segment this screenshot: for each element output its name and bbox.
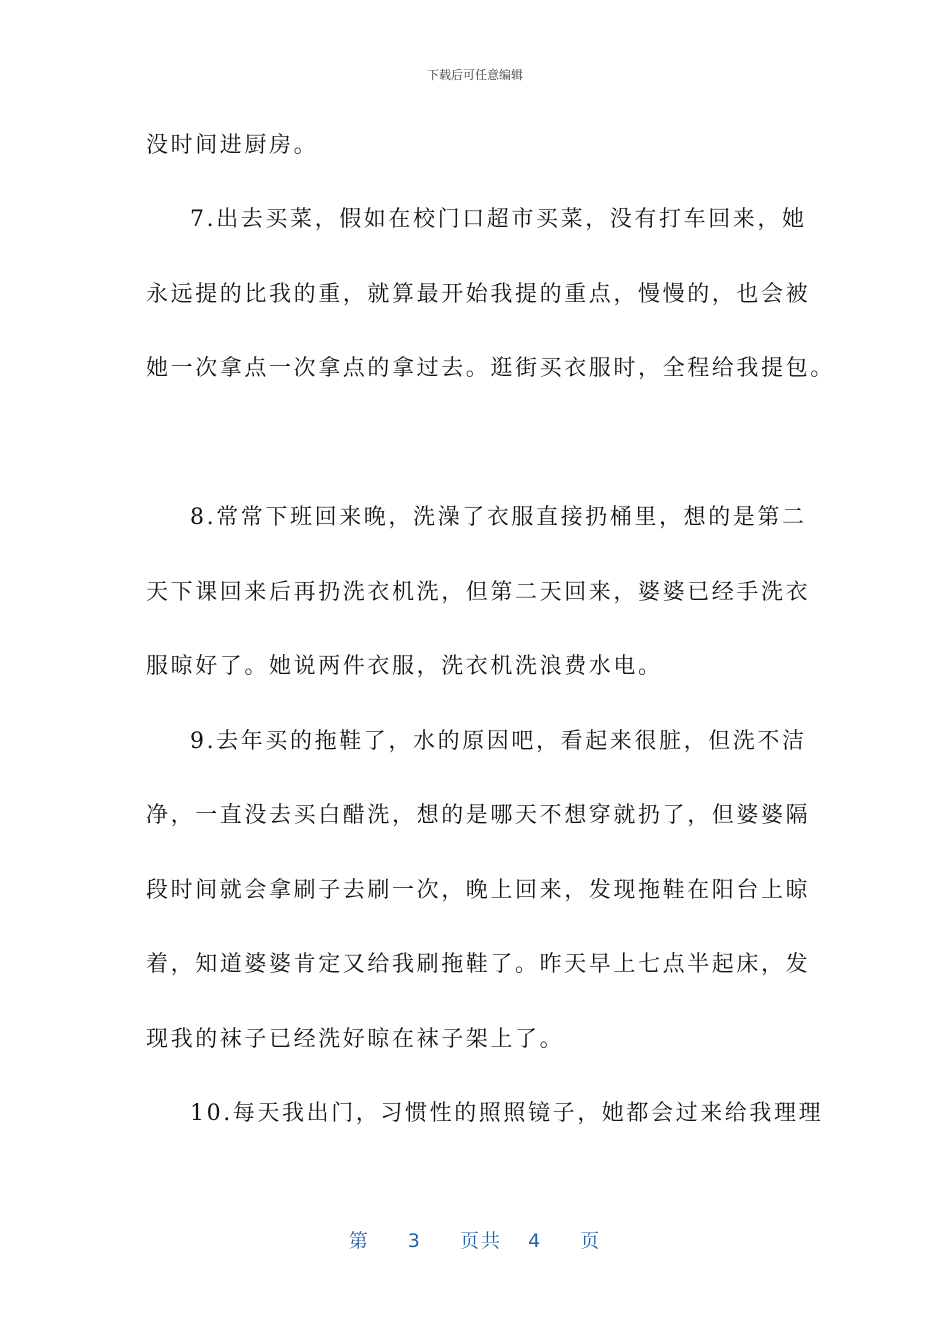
footer-middle: 页共 xyxy=(459,1230,502,1252)
text-line: 永远提的比我的重，就算最开始我提的重点，慢慢的，也会被 xyxy=(146,282,811,307)
text-line: 没时间进厨房。 xyxy=(146,133,319,158)
text-line: 净，一直没去买白醋洗，想的是哪天不想穿就扔了，但婆婆隔 xyxy=(146,803,811,828)
text-line: 7.出去买菜，假如在校门口超市买菜，没有打车回来，她 xyxy=(190,207,807,232)
text-line: 服晾好了。她说两件衣服，洗衣机洗浪费水电。 xyxy=(146,654,663,679)
page-footer xyxy=(0,1226,950,1253)
text-line: 她一次拿点一次拿点的拿过去。逛街买衣服时，全程给我提包。 xyxy=(146,356,835,381)
text-line: 10.每天我出门，习惯性的照照镜子，她都会过来给我理理 xyxy=(190,1101,824,1126)
footer-suffix: 页 xyxy=(580,1230,602,1252)
total-pages-number: 4 xyxy=(528,1230,543,1252)
text-line: 现我的袜子已经洗好晾在袜子架上了。 xyxy=(146,1027,565,1052)
footer-prefix: 第 xyxy=(348,1230,370,1252)
page-header: 下载后可任意编辑 xyxy=(426,68,523,82)
text-line: 9.去年买的拖鞋了，水的原因吧，看起来很脏，但洗不洁 xyxy=(190,729,807,754)
text-line: 8.常常下班回来晚，洗澡了衣服直接扔桶里，想的是第二 xyxy=(190,505,807,530)
current-page-number: 3 xyxy=(407,1230,422,1252)
text-line: 天下课回来后再扔洗衣机洗，但第二天回来，婆婆已经手洗衣 xyxy=(146,580,811,605)
text-line: 着，知道婆婆肯定又给我刷拖鞋了。昨天早上七点半起床，发 xyxy=(146,952,811,977)
text-line: 段时间就会拿刷子去刷一次，晚上回来，发现拖鞋在阳台上晾 xyxy=(146,878,811,903)
